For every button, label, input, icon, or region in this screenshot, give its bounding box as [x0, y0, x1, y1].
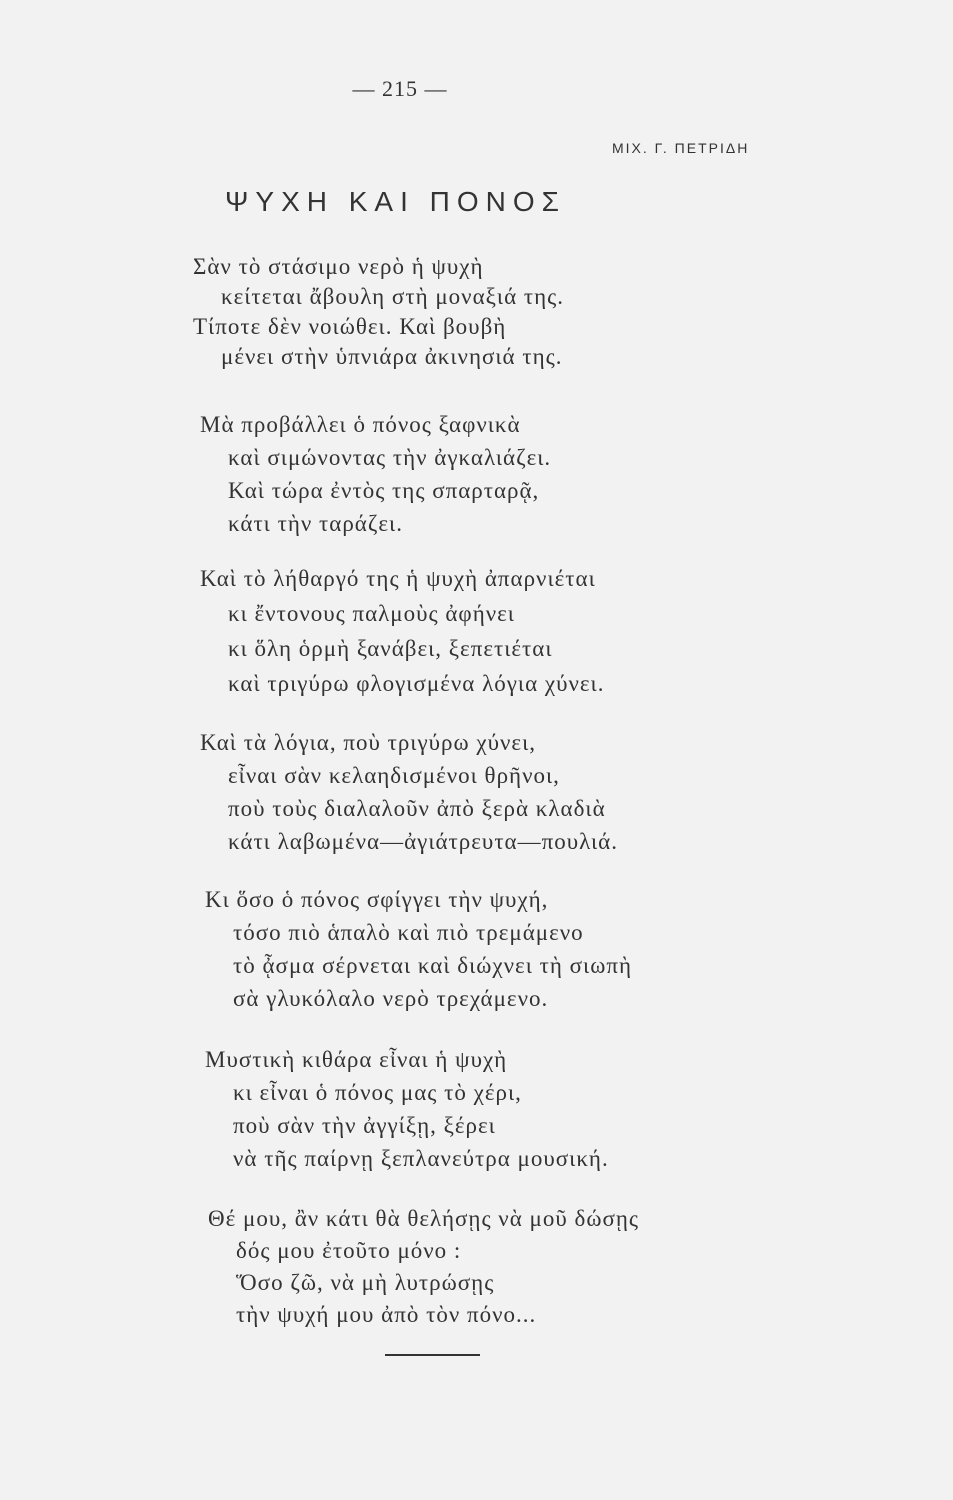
verse-line: εἶναι σὰν κελαηδισμένοι θρῆνοι, — [228, 763, 560, 788]
verse-line: καὶ τριγύρω φλογισμένα λόγια χύνει. — [228, 671, 605, 696]
stanza — [205, 1043, 609, 1175]
verse-line: Ὅσο ζῶ, νὰ μὴ λυτρώσῃς — [236, 1270, 495, 1295]
verse-line: τὸ ᾆσμα σέρνεται καὶ διώχνει τὴ σιωπὴ — [233, 953, 633, 978]
verse-line: σὰ γλυκόλαλο νερὸ τρεχάμενο. — [233, 986, 549, 1011]
verse-line: τὴν ψυχή μου ἀπὸ τὸν πόνο... — [236, 1302, 537, 1327]
verse-line: δός μου ἐτοῦτο μόνο : — [236, 1238, 462, 1263]
stanza — [193, 252, 564, 372]
verse-line: κείτεται ἄβουλη στὴ μοναξιά της. — [221, 284, 565, 309]
verse-line: μένει στὴν ὑπνιάρα ἀκινησιά της. — [221, 344, 563, 369]
stanza — [200, 561, 604, 701]
verse-line: τόσο πιὸ ἁπαλὸ καὶ πιὸ τρεμάμενο — [233, 920, 584, 945]
verse-line: ποὺ τοὺς διαλαλοῦν ἀπὸ ξερὰ κλαδιὰ — [228, 796, 606, 821]
verse-line: Καὶ τώρα ἐντὸς της σπαρταρᾷ, — [228, 478, 540, 503]
verse-line: Τίποτε δὲν νοιώθει. Καὶ βουβὴ — [193, 314, 507, 339]
page-number: — 215 — — [352, 76, 448, 101]
verse-line: νὰ τῆς παίρνῃ ξεπλανεύτρα μουσική. — [233, 1146, 609, 1171]
verse-line: Σὰν τὸ στάσιμο νερὸ ἡ ψυχὴ — [193, 254, 484, 279]
poem-title: ΨΥΧΗ ΚΑΙ ΠΟΝΟΣ — [225, 186, 566, 217]
verse-line: κι ἔντονους παλμοὺς ἀφήνει — [228, 601, 515, 626]
verse-line: Θέ μου, ἂν κάτι θὰ θελήσῃς νὰ μοῦ δώσῃς — [208, 1206, 639, 1231]
stanza — [200, 408, 551, 540]
stanza — [208, 1203, 639, 1331]
stanza — [205, 883, 632, 1015]
verse-line: κι ὅλη ὁρμὴ ξανάβει, ξεπετιέται — [228, 636, 553, 661]
verse-line: κάτι τὴν ταράζει. — [228, 511, 403, 536]
verse-line: Μὰ προβάλλει ὁ πόνος ξαφνικὰ — [200, 412, 521, 437]
verse-line: καὶ σιμώνοντας τὴν ἀγκαλιάζει. — [228, 445, 552, 470]
author-name: ΜΙΧ. Γ. ΠΕΤΡΙΔΗ — [612, 140, 750, 156]
end-rule — [385, 1354, 480, 1356]
verse-line: Καὶ τὰ λόγια, ποὺ τριγύρω χύνει, — [200, 730, 537, 755]
verse-line: κάτι λαβωμένα—ἀγιάτρευτα—πουλιά. — [228, 829, 618, 854]
verse-line: ποὺ σὰν τὴν ἀγγίξῃ, ξέρει — [233, 1113, 496, 1138]
verse-line: Μυστικὴ κιθάρα εἶναι ἡ ψυχὴ — [205, 1047, 508, 1072]
verse-line: Κι ὅσο ὁ πόνος σφίγγει τὴν ψυχή, — [205, 887, 549, 912]
verse-line: Καὶ τὸ λήθαργό της ἡ ψυχὴ ἀπαρνιέται — [200, 566, 596, 591]
stanza — [200, 726, 618, 858]
verse-line: κι εἶναι ὁ πόνος μας τὸ χέρι, — [233, 1080, 522, 1105]
